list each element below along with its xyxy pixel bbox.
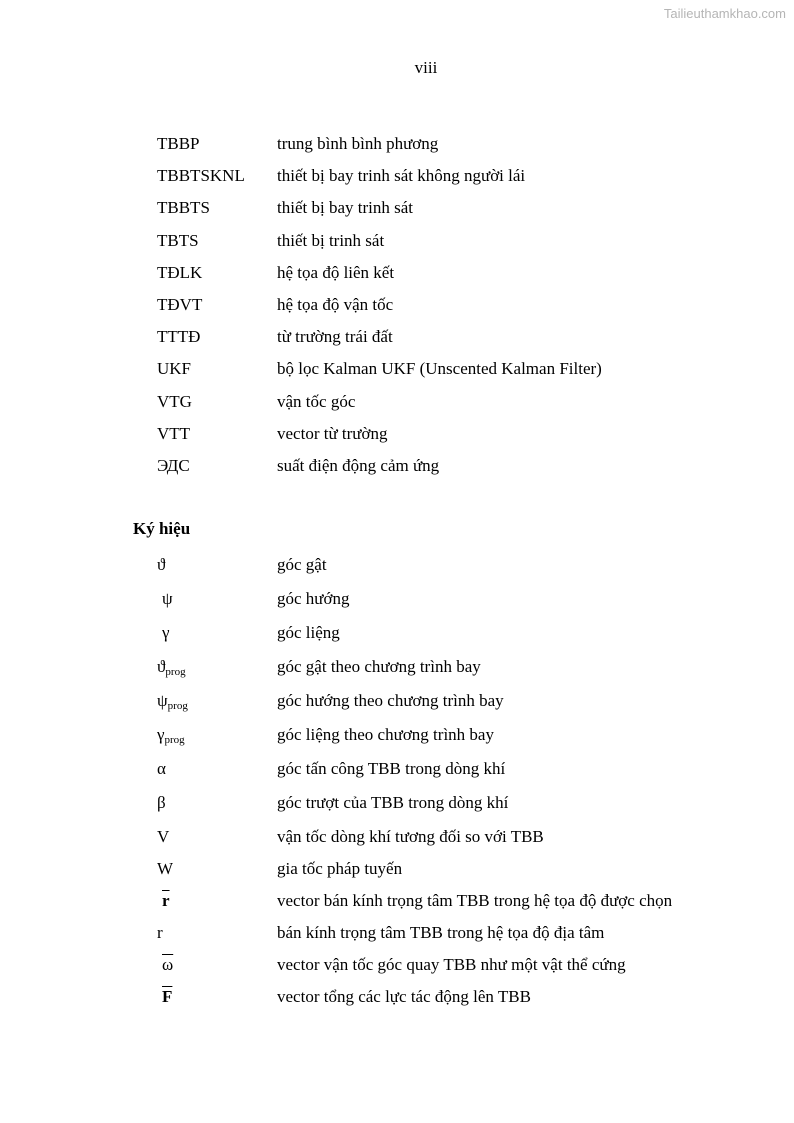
abbreviation-row <box>157 164 602 196</box>
abbreviation-meaning: vận tốc góc <box>277 391 356 411</box>
symbol: ϑ <box>157 657 166 676</box>
symbol-row <box>157 857 672 889</box>
symbol-row <box>157 587 672 621</box>
symbol-row <box>157 953 672 985</box>
abbreviation-row <box>157 196 602 228</box>
abbreviation: TBBP <box>157 134 200 153</box>
symbol-row <box>157 921 672 953</box>
abbreviation: TBBTS <box>157 198 210 218</box>
abbreviation-row <box>157 261 602 293</box>
symbol: γ <box>157 725 165 744</box>
symbol-subscript: prog <box>164 734 185 746</box>
abbreviation: UKF <box>157 359 192 379</box>
symbol-row <box>157 655 672 689</box>
abbreviation-meaning: bộ lọc Kalman UKF (Unscented Kalman Filter) <box>277 359 602 379</box>
symbol: W <box>157 859 174 878</box>
abbreviation-row <box>157 454 602 486</box>
abbreviation: ЭДС <box>157 455 190 475</box>
symbol-meaning: góc liệng theo chương trình bay <box>277 725 494 744</box>
symbol-list <box>157 553 672 1017</box>
symbol-subscript: prog <box>167 700 188 712</box>
abbreviation: TĐLK <box>157 262 203 282</box>
symbol-vector-f: $\overline{F}$ <box>162 987 173 1006</box>
abbreviation-meaning: thiết bị bay trinh sát <box>277 198 413 218</box>
symbol: r <box>157 923 163 942</box>
symbol-vector-omega: $\overline{\omega}$ <box>162 955 174 974</box>
symbol-vector-r: $\overline{r}$ <box>162 891 170 910</box>
abbreviation-row <box>157 357 602 389</box>
symbol-subscript: prog <box>165 666 186 678</box>
symbol-row <box>157 985 672 1017</box>
symbol-row <box>157 757 672 791</box>
symbol-meaning: góc gật theo chương trình bay <box>277 657 481 676</box>
abbreviation-row <box>157 293 602 325</box>
abbreviation: TBTS <box>157 230 199 250</box>
symbol: ψ <box>157 691 168 710</box>
symbol-meaning: gia tốc pháp tuyến <box>277 859 403 878</box>
symbol-meaning: vector tổng các lực tác động lên TBB <box>277 987 531 1006</box>
abbreviation-row <box>157 390 602 422</box>
symbol-meaning: góc liệng <box>277 623 340 642</box>
abbreviation: TTTĐ <box>157 327 201 347</box>
symbol-meaning: góc hướng theo chương trình bay <box>277 691 504 710</box>
abbreviation-meaning: từ trường trái đất <box>277 327 393 347</box>
symbol-row <box>157 825 672 857</box>
abbreviation-meaning: hệ tọa độ vận tốc <box>277 294 394 314</box>
watermark: Tailieuthamkhao.com <box>663 6 786 21</box>
symbol-meaning: góc trượt của TBB trong dòng khí <box>277 793 509 812</box>
symbol-meaning: góc gật <box>277 555 327 574</box>
symbol-row <box>157 689 672 723</box>
abbreviation: TĐVT <box>157 294 203 314</box>
symbol-meaning: góc hướng <box>277 589 350 608</box>
abbreviation: VTT <box>157 423 191 443</box>
symbol-meaning: vector vận tốc góc quay TBB như một vật thể cứng <box>277 955 626 974</box>
abbreviation-list <box>157 132 602 486</box>
symbol: β <box>157 793 166 812</box>
abbreviation-meaning: thiết bị bay trinh sát không người lái <box>277 166 526 186</box>
symbol-meaning: bán kính trọng tâm TBB trong hệ tọa độ địa tâm <box>277 923 605 942</box>
abbreviation-meaning: trung bình bình phương <box>277 134 439 153</box>
symbol: ϑ <box>157 555 166 574</box>
symbol-row <box>157 621 672 655</box>
abbreviation: TBBTSKNL <box>157 166 245 186</box>
symbol-row <box>157 553 672 587</box>
symbol: α <box>157 759 166 778</box>
abbreviation-row <box>157 325 602 357</box>
symbol: γ <box>162 623 170 642</box>
page-number: viii <box>414 58 438 77</box>
symbol: ψ <box>162 589 173 608</box>
symbol-row <box>157 723 672 757</box>
symbol-row <box>157 791 672 825</box>
abbreviation-meaning: thiết bị trinh sát <box>277 230 385 250</box>
abbreviation: VTG <box>157 391 192 411</box>
symbols-heading: Ký hiệu <box>133 519 191 538</box>
abbreviation-row <box>157 132 602 164</box>
abbreviation-meaning: hệ tọa độ liên kết <box>277 262 395 282</box>
abbreviation-row <box>157 422 602 454</box>
symbol-meaning: vận tốc dòng khí tương đối so với TBB <box>277 827 544 846</box>
abbreviation-meaning: suất điện động cảm ứng <box>277 455 440 475</box>
symbol-row <box>157 889 672 921</box>
symbol: V <box>157 827 170 846</box>
symbol-meaning: vector bán kính trọng tâm TBB trong hệ tọa độ được chọn <box>277 891 673 910</box>
symbol-meaning: góc tấn công TBB trong dòng khí <box>277 759 506 778</box>
abbreviation-row <box>157 229 602 261</box>
abbreviation-meaning: vector từ trường <box>277 423 388 443</box>
